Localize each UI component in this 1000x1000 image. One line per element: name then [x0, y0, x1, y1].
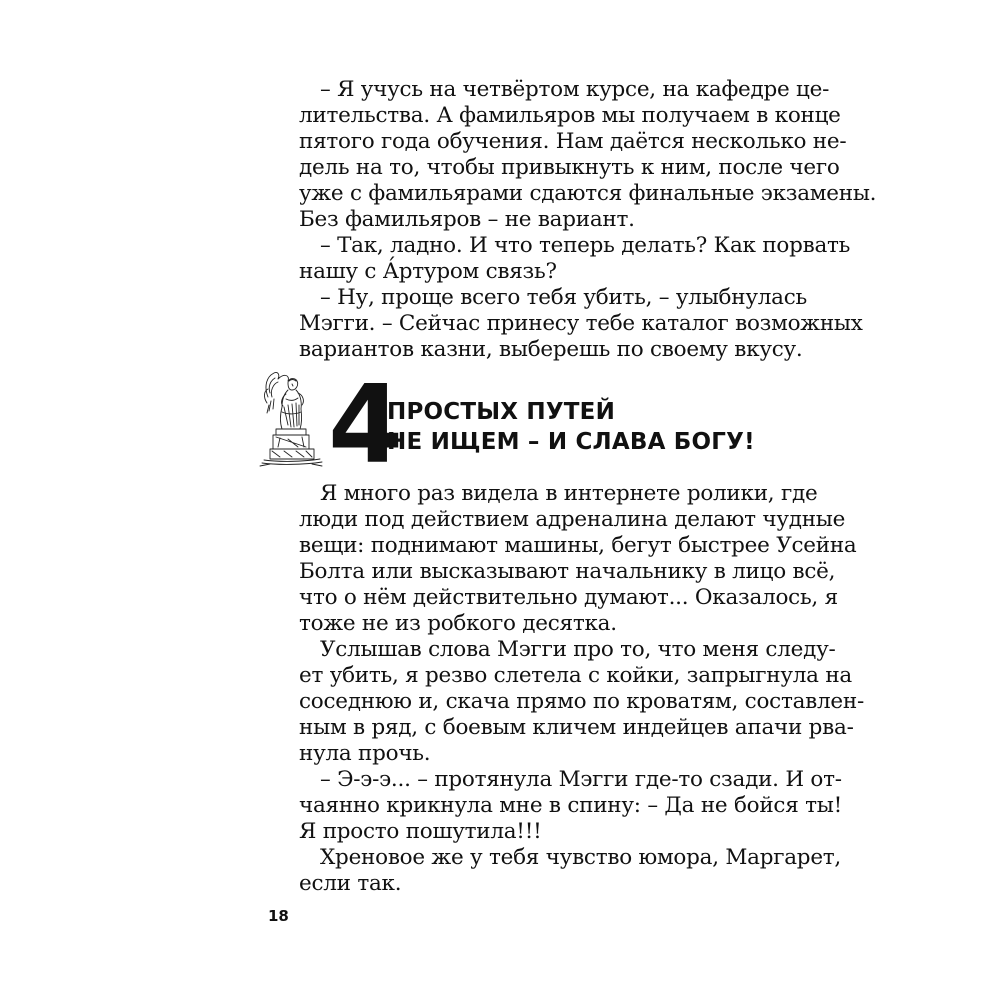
chapter-title-line-2: НЕ ИЩЕМ – И СЛАВА БОГУ! [387, 429, 755, 455]
text-line: уже с фамильярами сдаются финальные экзамены. [299, 181, 877, 206]
chapter-number: 4 [328, 363, 402, 488]
text-line: вещи: поднимают машины, бегут быстрее Усейна [299, 533, 857, 558]
text-line: – Ну, проще всего тебя убить, – улыбнулась [320, 285, 807, 310]
chapter-title-line-1: ПРОСТЫХ ПУТЕЙ [387, 399, 616, 425]
text-line: ным в ряд, с боевым кличем индейцев апачи рва- [299, 715, 854, 740]
text-line: Мэгги. – Сейчас принесу тебе каталог возможных [299, 311, 863, 336]
text-line: Хреновое же у тебя чувство юмора, Маргарет, [320, 845, 842, 870]
text-line: Без фамильяров – не вариант. [299, 207, 635, 232]
text-line: нула прочь. [299, 741, 431, 766]
text-line: ет убить, я резво слетела с койки, запрыгнула на [299, 663, 852, 688]
text-line: – Так, ладно. И что теперь делать? Как порвать [320, 233, 851, 258]
text-line: дель на то, чтобы привыкнуть к ним, после чего [299, 155, 840, 180]
text-line: чаянно крикнула мне в спину: – Да не бойся ты! [299, 793, 843, 818]
text-line: тоже не из робкого десятка. [299, 611, 617, 636]
text-line: – Я учусь на четвёртом курсе, на кафедре це- [320, 77, 830, 102]
text-line: соседнюю и, скача прямо по кроватям, составлен- [299, 689, 865, 714]
text-line: если так. [299, 871, 402, 896]
text-line: пятого года обучения. Нам даётся несколько не- [299, 129, 847, 154]
text-line: лительства. А фамильяров мы получаем в конце [299, 103, 841, 128]
text-line: – Э-э-э... – протянула Мэгги где-то сзади. И от- [320, 767, 842, 792]
text-line: Я просто пошутила!!! [299, 819, 542, 844]
angel-statue-icon [258, 367, 324, 467]
text-line: вариантов казни, выберешь по своему вкусу. [299, 337, 803, 362]
text-line: Услышав слова Мэгги про то, что меня следу- [320, 637, 836, 662]
text-line: нашу с А́ртуром связь? [299, 259, 557, 284]
text-line: Болта или высказывают начальнику в лицо всё, [299, 559, 836, 584]
text-line: люди под действием адреналина делают чудные [299, 507, 846, 532]
text-line: что о нём действительно думают... Оказалось, я [299, 585, 838, 610]
text-line: Я много раз видела в интернете ролики, где [320, 481, 818, 506]
page-number: 18 [268, 907, 289, 925]
